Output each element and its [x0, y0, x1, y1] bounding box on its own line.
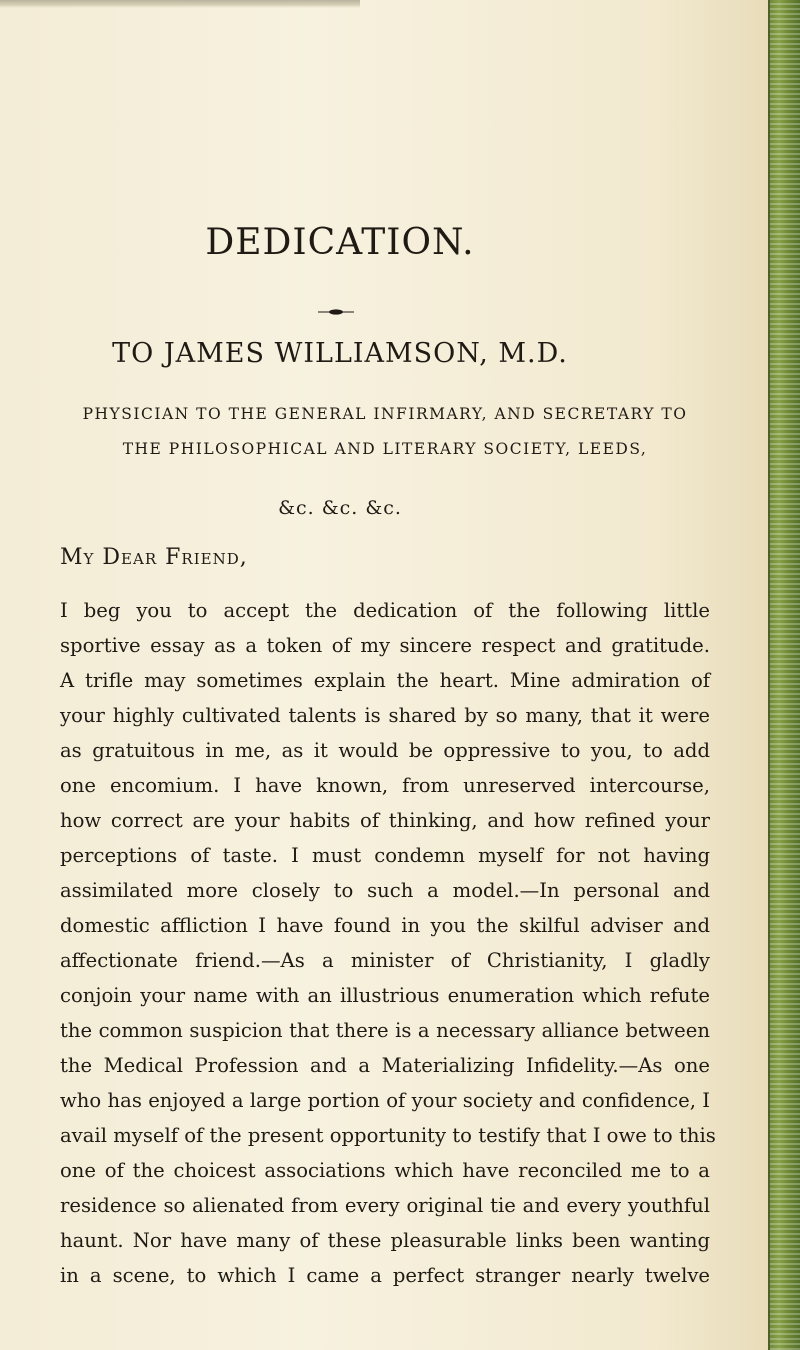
body-line: perceptions of taste. I must condemn myself for not having [60, 844, 710, 867]
body-line: conjoin your name with an illustrious enumeration which refute [60, 984, 710, 1007]
page-title: DEDICATION. [205, 222, 475, 263]
body-line: who has enjoyed a large portion of your society and confidence, I [60, 1089, 710, 1112]
body-line: one encomium. I have known, from unreserved intercourse, [60, 774, 710, 797]
body-line: residence so alienated from every original tie and every youthful [60, 1194, 710, 1217]
body-line: in a scene, to which I came a perfect stranger nearly twelve [60, 1264, 710, 1287]
body-line: the Medical Profession and a Materializing Infidelity.—As one [60, 1054, 710, 1077]
body-line: your highly cultivated talents is shared by so many, that it were [60, 704, 710, 727]
credentials-line-2: THE PHILOSOPHICAL AND LITERARY SOCIETY, LEEDS, [122, 440, 648, 458]
body-line: assimilated more closely to such a model.—In personal and [60, 879, 710, 902]
etcetera-line: &c. &c. &c. [278, 497, 402, 519]
dedicatee-credentials [60, 397, 710, 467]
body-line: sportive essay as a token of my sincere respect and gratitude. [60, 634, 710, 657]
divider-ornament-icon [316, 306, 356, 318]
page-top-edge [0, 0, 360, 8]
dedication-body [60, 593, 716, 1293]
body-line: as gratuitous in me, as it would be oppressive to you, to add [60, 739, 710, 762]
body-line: how correct are your habits of thinking, and how refined your [60, 809, 710, 832]
body-line: one of the choicest associations which have reconciled me to a [60, 1159, 710, 1182]
body-line: avail myself of the present opportunity to testify that I owe to this [60, 1124, 716, 1147]
body-line: the common suspicion that there is a necessary alliance between [60, 1019, 710, 1042]
body-line: haunt. Nor have many of these pleasurable links been wanting [60, 1229, 710, 1252]
salutation: My Dear Friend, [60, 545, 248, 570]
body-line: affectionate friend.—As a minister of Christianity, I gladly [60, 949, 710, 972]
body-line: A trifle may sometimes explain the heart. Mine admiration of [60, 669, 710, 692]
body-line: domestic affliction I have found in you the skilful adviser and [60, 914, 710, 937]
book-binding-edge [768, 0, 800, 1350]
credentials-line-1: PHYSICIAN TO THE GENERAL INFIRMARY, AND SECRETARY TO [82, 405, 688, 423]
body-line: I beg you to accept the dedication of the following little [60, 599, 710, 622]
dedicatee-name: TO JAMES WILLIAMSON, M.D. [112, 338, 568, 369]
